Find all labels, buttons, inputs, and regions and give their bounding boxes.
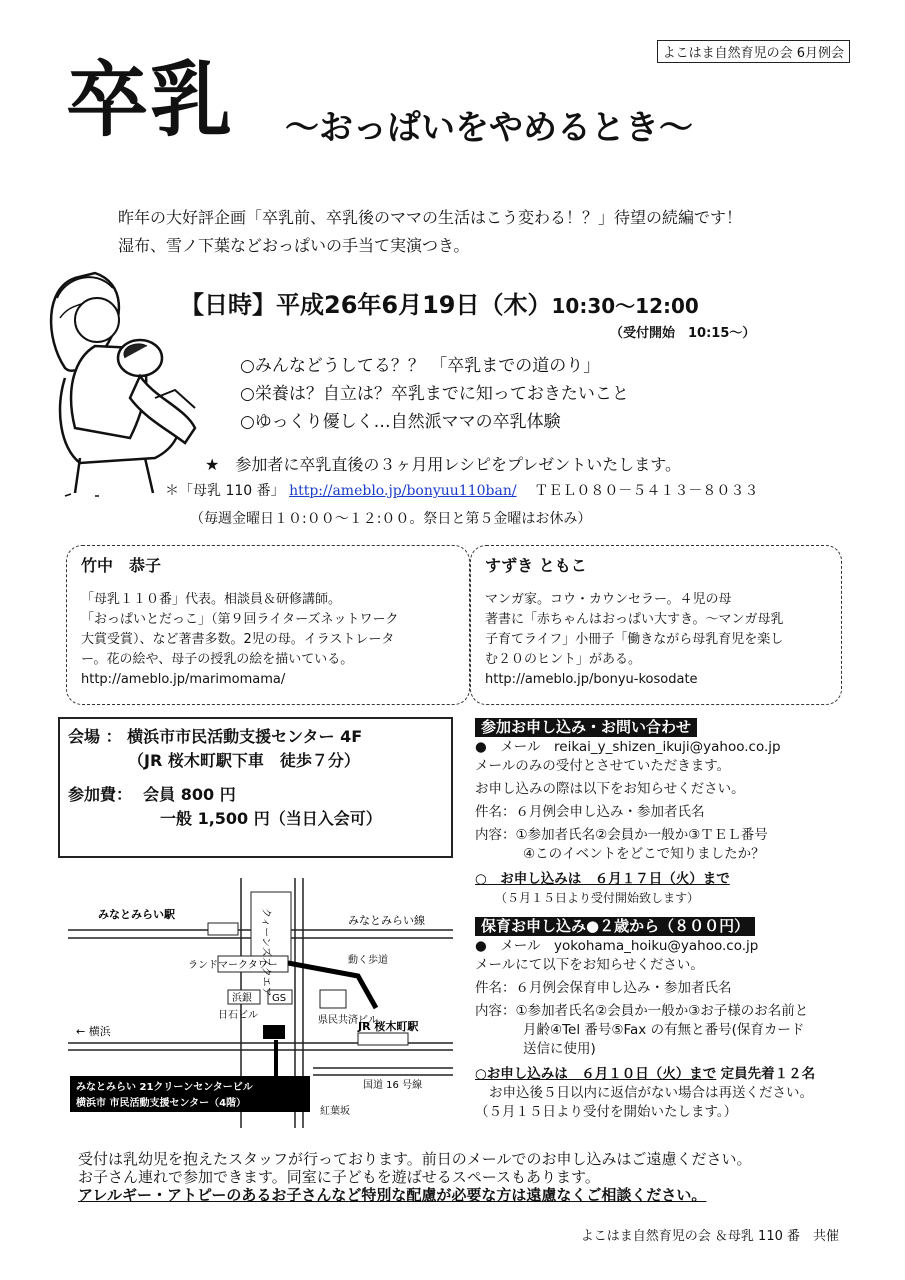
apply-email[interactable]: ● メール reikai_y_shizen_ikuji@yahoo.co.jp: [475, 739, 781, 755]
hotline-tel: ＴＥＬ０８０－５４１３－８０３３: [534, 483, 759, 499]
topics: [240, 352, 629, 436]
intro: [118, 204, 742, 260]
map-label: みなとみらい線: [348, 914, 425, 927]
childcare-content: 月齢④Tel 番号⑤Fax の有無と番号(保育カード: [523, 1022, 805, 1038]
apply-title: 参加お申し込み・お問い合わせ: [475, 718, 697, 737]
map-label: 日石ビル: [218, 1010, 258, 1021]
speaker-line: 子育てライフ」小冊子「働きながら母乳育児を楽し: [485, 632, 784, 647]
hotline-link[interactable]: http://ameblo.jp/bonyuu110ban/: [289, 483, 517, 499]
map-label: 紅葉坂: [320, 1106, 350, 1117]
reception-time: （受付開始 10:15～）: [610, 326, 756, 341]
title-sub: ～おっぱいをやめるとき～: [285, 108, 693, 148]
speaker-line: 著書に「赤ちゃんはおっぱい大すき。～マンガ母乳: [485, 612, 784, 627]
speaker-line: マンガ家。コウ・カウンセラー。４児の母: [485, 592, 732, 607]
map-label: 国道 16 号線: [363, 1080, 423, 1091]
speaker-name: すずき ともこ: [485, 556, 587, 575]
apply-subject: 件名：６月例会申し込み・参加者氏名: [475, 804, 705, 820]
speaker-url[interactable]: http://ameblo.jp/bonyu-kosodate: [485, 672, 698, 687]
childcare-deadline: ○お申し込みは ６月１０日（火）まで: [475, 1066, 717, 1082]
date-label: 【日時】平成26年6月19日（木）: [180, 291, 552, 319]
childcare-capacity: 定員先着１２名: [720, 1066, 816, 1082]
hotline-hours: （毎週金曜日１０:００～１２:００。祭日と第５金曜はお休み）: [190, 511, 592, 527]
credit: よこはま自然育児の会 ＆母乳 110 番 共催: [580, 1229, 839, 1244]
topic-item: ○ゆっくり優しく…自然派ママの卒乳体験: [240, 412, 561, 432]
apply-deadline-note: （５月１５日より受付開始致します）: [495, 891, 700, 905]
map-label: 県民共済ビル: [318, 1015, 378, 1026]
speaker-line: 「おっぱいとだっこ」（第９回ライターズネットワーク: [81, 612, 399, 627]
topic-item: ○みんなどうしてる？？ 「卒乳までの道のり」: [240, 356, 601, 376]
header-tag: よこはま自然育児の会 6月例会: [657, 40, 850, 63]
speaker-line: 大賞受賞）、など著書多数。2児の母。イラストレータ: [81, 632, 395, 647]
map-label: みなとみらい 21クリーンセンタービル: [76, 1082, 253, 1093]
fee-general: 一般 1,500 円（当日入会可）: [160, 809, 382, 828]
footer-line: アレルギー・アトピーのあるお子さんなど特別な配慮が必要な方は遠慮なくご相談ください。: [78, 1186, 707, 1204]
venue-line: 会場 ： 横浜市市民活動支援センター 4F: [68, 727, 363, 746]
map-label: GS: [272, 993, 287, 1004]
childcare-start-note: （５月１５日より受付を開始いたします。）: [475, 1104, 738, 1120]
speaker-line: 「母乳１１０番」代表。相談員＆研修講師。: [81, 592, 342, 607]
childcare-content: 内容：①参加者氏名②会員か一般か③お子様のお名前と: [475, 1003, 809, 1019]
childcare-content: 送信に使用): [523, 1041, 596, 1057]
map-label: みなとみらい駅: [98, 908, 175, 921]
map-label: 動く歩道: [348, 955, 388, 966]
map-label: 横浜市 市民活動支援センター（4階）: [76, 1098, 247, 1109]
hotline: [165, 480, 758, 500]
apply-info-note: お申し込みの際は以下をお知らせください。: [475, 781, 745, 797]
event-date: [180, 285, 699, 320]
intro-line: 湿布、雪ノ下葉などおっぱいの手当て実演つき。: [118, 236, 470, 255]
hotline-label: ＊「母乳 110 番」: [165, 483, 285, 499]
childcare-subject: 件名：６月例会保育申し込み・参加者氏名: [475, 980, 732, 996]
access-map: [58, 878, 458, 1128]
childcare-section: [475, 917, 870, 1122]
childcare-reply-note: お申込後５日以内に返信がない場合は再送ください。: [489, 1085, 813, 1101]
speaker-name: 竹中 恭子: [81, 556, 162, 575]
present-note: ★ 参加者に卒乳直後の３ヶ月用レシピをプレゼントいたします。: [205, 455, 682, 474]
map-label: ランドマークタワー: [188, 960, 278, 971]
speaker-card: [66, 545, 470, 705]
fee-label: 参加費：: [68, 785, 133, 804]
map-label: クィーンズスクエア: [260, 908, 271, 997]
intro-line: 昨年の大好評企画「卒乳前、卒乳後のママの生活はこう変わる！？」待望の続編です！: [118, 208, 743, 227]
speaker-line: む２０のヒント」がある。: [485, 652, 642, 667]
venue-access: （JR 桜木町駅下車 徒歩７分）: [128, 751, 360, 770]
apply-content: ④このイベントをどこで知りましたか？: [523, 846, 765, 862]
speaker-url[interactable]: http://ameblo.jp/marimomama/: [81, 672, 286, 687]
childcare-email[interactable]: ● メール yokohama_hoiku@yahoo.co.jp: [475, 938, 759, 954]
map-label: ← 横浜: [76, 1025, 111, 1038]
fee-member: 会員 800 円: [143, 785, 236, 804]
apply-section: [475, 718, 865, 908]
footer-notes: [78, 1150, 752, 1204]
childcare-title: 保育お申し込み●２歳から（８００円）: [475, 917, 755, 936]
footer-line: 受付は乳幼児を抱えたスタッフが行っております。前日のメールでのお申し込みはご遠慮ください。: [78, 1150, 752, 1168]
apply-email-note: メールのみの受付とさせていただきます。: [475, 758, 731, 774]
apply-content: 内容：①参加者氏名②会員か一般か③ＴＥＬ番号: [475, 827, 768, 843]
speaker-card: [470, 545, 842, 705]
apply-deadline: ○ お申し込みは ６月１７日（火）まで: [475, 871, 730, 887]
map-label: JR 桜木町駅: [358, 1020, 419, 1033]
footer-line: お子さん連れで参加できます。同室に子どもを遊ばせるスペースもあります。: [78, 1168, 600, 1186]
childcare-email-note: メールにて以下をお知らせください。: [475, 957, 704, 973]
title-main: 卒乳: [66, 53, 235, 148]
speaker-line: ー。花の絵や、母子の授乳の絵を描いている。: [81, 652, 354, 667]
venue-box: [58, 717, 453, 858]
topic-item: ○栄養は？自立は？卒乳までに知っておきたいこと: [240, 384, 629, 404]
time: 10:30～12:00: [551, 294, 699, 318]
map-label: 浜銀: [232, 993, 252, 1004]
